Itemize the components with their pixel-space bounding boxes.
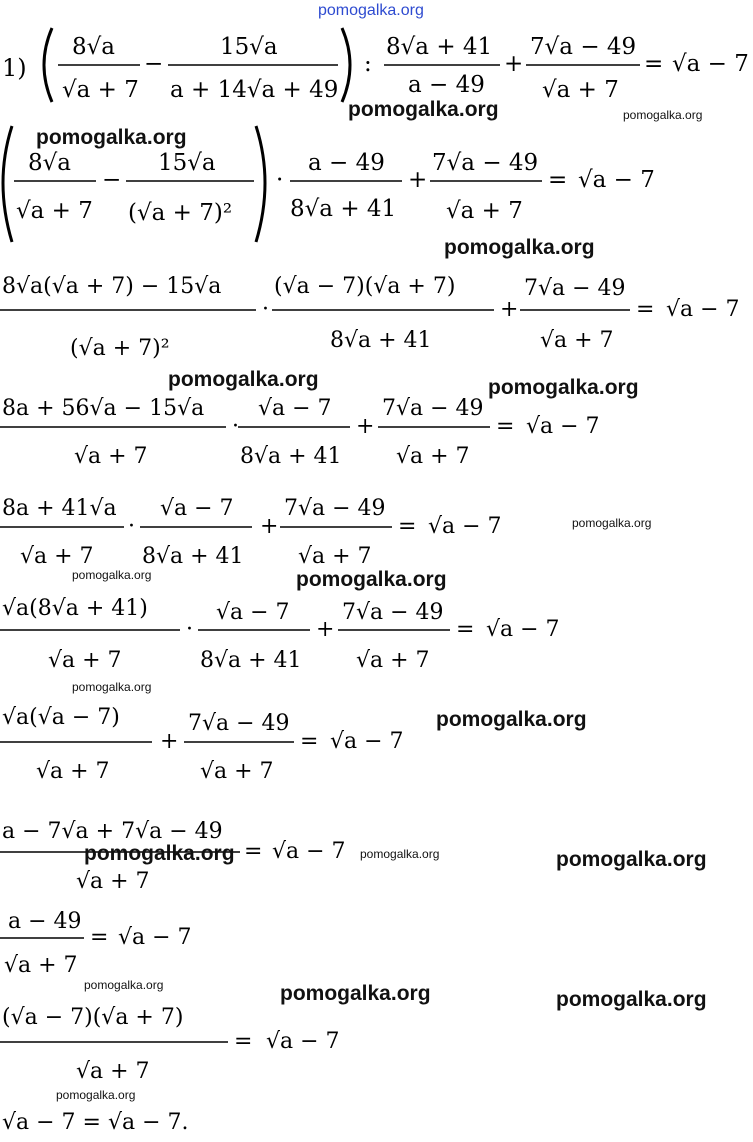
svg-text:8√a + 41: 8√a + 41	[240, 444, 342, 469]
svg-text:·: ·	[128, 514, 135, 539]
svg-text:7√a − 49: 7√a − 49	[342, 600, 444, 625]
svg-text:·: ·	[276, 167, 284, 193]
svg-text:+: +	[504, 51, 524, 77]
svg-text:√a + 7: √a + 7	[396, 444, 470, 469]
svg-text:√a + 7: √a + 7	[62, 77, 139, 103]
svg-text:8√a + 41: 8√a + 41	[386, 34, 493, 60]
svg-text:8a + 41√a: 8a + 41√a	[2, 496, 117, 521]
svg-text:√a + 7: √a + 7	[76, 869, 150, 894]
math-step-9	[0, 900, 753, 985]
svg-text:8a + 56√a − 15√a: 8a + 56√a − 15√a	[2, 396, 205, 421]
svg-text:(√a + 7)²: (√a + 7)²	[128, 200, 233, 226]
svg-text:√a − 7: √a − 7	[160, 496, 234, 521]
svg-text:√a + 7: √a + 7	[48, 648, 122, 673]
svg-text:√a − 7: √a − 7	[258, 396, 332, 421]
svg-text:=: =	[456, 617, 475, 642]
svg-text:√a + 7: √a + 7	[76, 1059, 150, 1084]
svg-text:=: =	[636, 297, 655, 322]
math-step-6	[0, 585, 753, 680]
svg-text:√a − 7: √a − 7	[118, 925, 192, 950]
math-step-3	[0, 255, 753, 375]
svg-text:√a + 7: √a + 7	[542, 77, 619, 103]
svg-text:7√a − 49: 7√a − 49	[284, 496, 386, 521]
math-step-2	[0, 120, 753, 250]
watermark-small: pomogalka.org	[72, 680, 152, 694]
svg-text:−: −	[102, 167, 122, 193]
svg-text:=: =	[300, 729, 319, 754]
svg-text:√a − 7: √a − 7	[216, 600, 290, 625]
svg-text:+: +	[408, 167, 428, 193]
watermark: pomogalka.org	[296, 568, 447, 591]
svg-text:=: =	[234, 1029, 253, 1054]
svg-text:(√a + 7)²: (√a + 7)²	[70, 336, 170, 361]
watermark: pomogalka.org	[488, 376, 639, 399]
svg-text:=: =	[644, 51, 664, 77]
svg-text:√a − 7: √a − 7	[666, 297, 740, 322]
svg-text:a − 7√a + 7√a − 49: a − 7√a + 7√a − 49	[2, 819, 223, 844]
svg-text:8√a + 41: 8√a + 41	[330, 328, 432, 353]
svg-text:√a + 7: √a + 7	[20, 544, 94, 569]
svg-text:a − 49: a − 49	[408, 72, 485, 98]
svg-text:√a − 7: √a − 7	[486, 617, 560, 642]
svg-text:=: =	[244, 839, 263, 864]
svg-text:=: =	[398, 514, 417, 539]
watermark-small: pomogalka.org	[56, 1088, 136, 1102]
svg-text:7√a − 49: 7√a − 49	[432, 150, 539, 176]
svg-text:√a + 7: √a + 7	[36, 759, 110, 784]
svg-text:+: +	[356, 414, 375, 439]
svg-text:√a − 7: √a − 7	[266, 1029, 340, 1054]
svg-text:8√a: 8√a	[72, 34, 116, 60]
watermark: pomogalka.org	[280, 982, 431, 1005]
svg-text:(√a − 7)(√a + 7): (√a − 7)(√a + 7)	[2, 1005, 184, 1030]
svg-text:+: +	[500, 297, 519, 322]
svg-text::: :	[364, 51, 372, 77]
watermark: pomogalka.org	[556, 848, 707, 871]
watermark: pomogalka.org	[84, 842, 235, 865]
svg-text:7√a − 49: 7√a − 49	[524, 276, 626, 301]
svg-text:√a − 7: √a − 7	[428, 514, 502, 539]
svg-text:+: +	[316, 617, 335, 642]
math-step-10	[0, 990, 753, 1085]
math-step-7	[0, 690, 753, 790]
watermark: pomogalka.org	[348, 98, 499, 121]
svg-text:√a + 7: √a + 7	[298, 544, 372, 569]
svg-text:√a + 7: √a + 7	[200, 759, 274, 784]
svg-text:8√a + 41: 8√a + 41	[142, 544, 244, 569]
svg-text:8√a(√a + 7) − 15√a: 8√a(√a + 7) − 15√a	[2, 274, 222, 299]
svg-text:√a − 7: √a − 7	[672, 51, 749, 77]
svg-text:=: =	[548, 167, 568, 193]
svg-text:8√a + 41: 8√a + 41	[200, 648, 302, 673]
svg-text:√a(8√a + 41): √a(8√a + 41)	[2, 596, 148, 621]
svg-text:=: =	[90, 925, 109, 950]
watermark: pomogalka.org	[556, 988, 707, 1011]
svg-text:7√a − 49: 7√a − 49	[382, 396, 484, 421]
svg-text:+: +	[160, 729, 179, 754]
watermark-small: pomogalka.org	[84, 978, 164, 992]
watermark: pomogalka.org	[444, 236, 595, 259]
svg-text:(√a − 7)(√a + 7): (√a − 7)(√a + 7)	[274, 274, 456, 299]
svg-text:a − 49: a − 49	[308, 150, 385, 176]
svg-text:15√a: 15√a	[220, 34, 278, 60]
watermark: pomogalka.org	[436, 708, 587, 731]
svg-text:·: ·	[232, 414, 239, 439]
svg-text:8√a: 8√a	[28, 150, 72, 176]
svg-text:√a + 7: √a + 7	[4, 953, 78, 978]
svg-text:−: −	[144, 51, 164, 77]
watermark: pomogalka.org	[168, 368, 319, 391]
watermark-small: pomogalka.org	[572, 516, 652, 530]
math-step-4	[0, 385, 753, 475]
watermark-top: pomogalka.org	[318, 2, 424, 19]
svg-text:a + 14√a + 49: a + 14√a + 49	[170, 77, 339, 103]
svg-text:=: =	[496, 414, 515, 439]
math-step-5	[0, 485, 753, 575]
svg-text:√a + 7: √a + 7	[16, 198, 93, 224]
svg-text:√a(√a − 7): √a(√a − 7)	[2, 705, 120, 730]
svg-text:·: ·	[262, 297, 269, 322]
svg-text:7√a − 49: 7√a − 49	[188, 711, 290, 736]
svg-text:8√a + 41: 8√a + 41	[290, 196, 397, 222]
svg-text:a − 49: a − 49	[8, 909, 82, 934]
svg-text:√a + 7: √a + 7	[540, 328, 614, 353]
svg-text:+: +	[260, 514, 279, 539]
svg-text:7√a − 49: 7√a − 49	[530, 34, 637, 60]
svg-text:√a − 7: √a − 7	[578, 167, 655, 193]
svg-text:√a + 7: √a + 7	[356, 648, 430, 673]
svg-text:√a + 7: √a + 7	[446, 198, 523, 224]
watermark-small: pomogalka.org	[72, 568, 152, 582]
svg-text:√a − 7: √a − 7	[330, 729, 404, 754]
svg-text:15√a: 15√a	[158, 150, 216, 176]
watermark: pomogalka.org	[36, 126, 187, 149]
math-step-1-label: 1)	[2, 54, 27, 82]
svg-text:√a + 7: √a + 7	[74, 444, 148, 469]
watermark-small: pomogalka.org	[623, 108, 703, 122]
svg-text:√a − 7: √a − 7	[526, 414, 600, 439]
watermark-small: pomogalka.org	[360, 847, 440, 861]
svg-text:·: ·	[186, 617, 193, 642]
svg-text:√a − 7: √a − 7	[272, 839, 346, 864]
math-step-11: √a − 7 = √a − 7.	[2, 1110, 189, 1135]
